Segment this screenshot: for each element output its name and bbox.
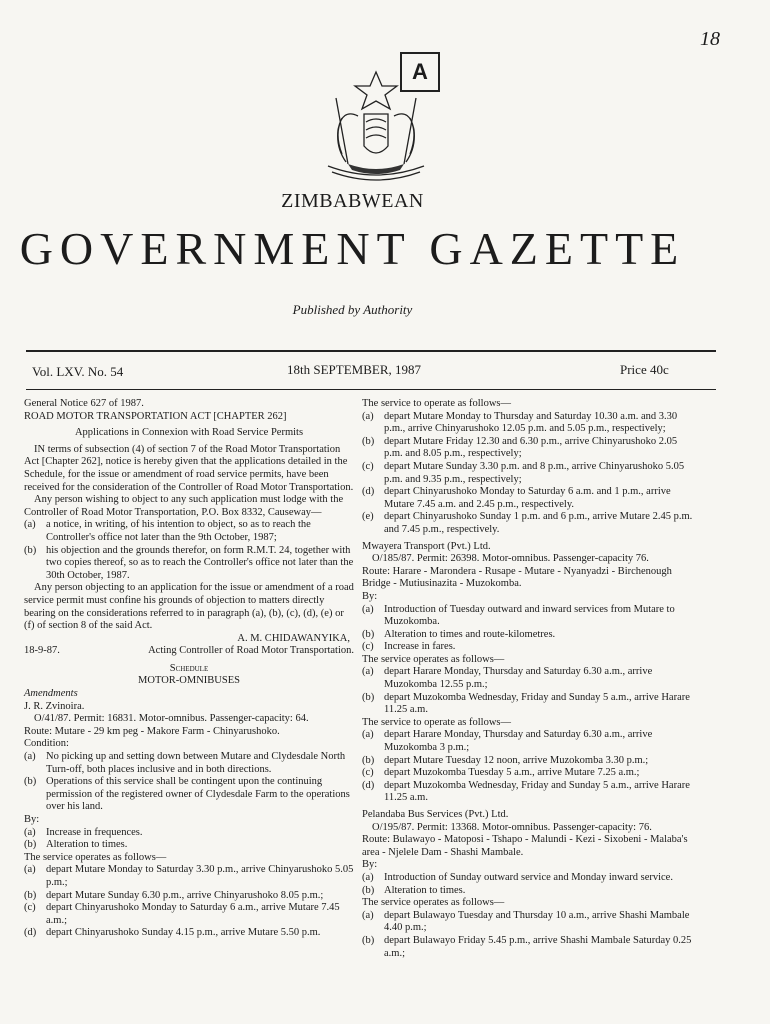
list-item-label: (a) [24,519,36,531]
list-item [362,486,697,511]
list-item-label: (a) [362,410,374,422]
list-item [362,692,697,717]
list-item-label: (b) [362,435,375,447]
paragraph: IN terms of subsection (4) of section 7 of the Road Motor Transportation Act [Chapter 262], notice is hereby given that the applications detailed in the Schedule, for the issue or amendment of road service permits, have been received for the consideration of the Controller of Road Motor Transportation. [24,443,354,493]
list [24,751,354,814]
signatory-name: A. M. CHIDAWANYIKA, [237,632,350,644]
list-item-label: (b) [24,776,37,788]
list [24,519,354,582]
route-line: Route: Mutare - 29 km peg - Makore Farm - Chinyarushoko. [24,725,280,737]
list-item [24,545,354,583]
list-item-label: (c) [362,641,374,653]
list [362,729,697,805]
list [362,666,697,716]
list-item [24,519,354,544]
operator-name: Mwayera Transport (Pvt.) Ltd. [362,540,491,552]
schedule-heading: Schedule [169,662,209,674]
schedule-subheading: MOTOR-OMNIBUSES [138,675,240,687]
list [362,872,697,897]
list-item-label: (a) [24,826,36,838]
list-item [362,767,697,780]
issue-date: 18th SEPTEMBER, 1987 [287,362,421,377]
signatory-title: Acting Controller of Road Motor Transportation. [148,645,354,657]
coat-of-arms-icon [286,68,466,188]
list-item-label: (b) [362,628,375,640]
list-item-label: (a) [362,603,374,615]
list-item-text: depart Mutare Sunday 3.30 p.m. and 8 p.m., arrive Chinyarushoko 5.05 p.m. and 9.35 p.m., respectively; [384,460,685,485]
list-item-label: (b) [24,544,37,556]
list-item [362,755,697,768]
list-item-label: (a) [362,909,374,921]
list-item [362,461,697,486]
list-item-label: (b) [362,884,375,896]
list-item-text: depart Muzokomba Wednesday, Friday and Sunday 5 a.m., arrive Harare 11.25 a.m. [384,691,690,716]
list-item-label: (a) [362,871,374,883]
left-column [24,398,354,940]
by-label: By: [362,859,378,871]
list-item [24,827,354,840]
list-item [362,666,697,691]
signature-line [24,645,354,658]
list [362,604,697,654]
list-item-text: a notice, in writing, of his intention to object, so as to reach the Controller's office not later than the 9th October, 1987; [46,519,311,543]
list-item-label: (c) [362,460,374,472]
list-item-text: Increase in fares. [384,641,456,653]
list-item-text: depart Harare Monday, Thursday and Saturday 6.30 a.m., arrive Muzokomba 3 p.m.; [384,729,653,754]
list-item-text: depart Mutare Monday to Thursday and Saturday 10.30 a.m. and 3.30 p.m., arrive Chinyarushoko 12.05 p.m. and 5.05 p.m., respectively; [384,410,678,435]
list-item [362,604,697,629]
operates-label: The service to operate as follows— [362,398,511,409]
masthead-country: ZIMBABWEAN [281,190,424,212]
list-item-text: Introduction of Sunday outward service and Monday inward service. [384,871,673,883]
list-item-label: (b) [362,934,375,946]
published-by-authority: Published by Authority [292,302,413,317]
list-item-label: (e) [362,511,374,523]
list-item [24,839,354,852]
operator-name: J. R. Zvinoira. [24,700,85,712]
list-item [24,864,354,889]
operates-label: The service operates as follows— [362,653,505,665]
masthead-title: GOVERNMENT GAZETTE [19,223,686,274]
list-item-text: depart Mutare Tuesday 12 noon, arrive Muzokomba 3.30 p.m.; [384,754,649,766]
list-item [362,872,697,885]
list [24,864,354,940]
list-item-label: (a) [362,729,374,741]
list-item-text: Introduction of Tuesday outward and inward services from Mutare to Muzokomba. [384,603,675,628]
list-item [362,436,697,461]
list-item [362,729,697,754]
operates-label: The service operates as follows— [24,851,167,863]
list-item-label: (c) [362,767,374,779]
list-item [362,411,697,436]
list-item-text: Alteration to times. [46,839,128,851]
header-rule-top [26,350,716,352]
list-item-text: his objection and the grounds therefor, on form R.M.T. 24, together with two copies thereof, so as to reach the Controller's office not later than the 30th October, 1987. [46,544,354,581]
route-line: Route: Harare - Marondera - Rusape - Mutare - Nyanyadzi - Birchenough Bridge - Mutiusinazita - Muzokomba. [362,565,672,590]
list-item-label: (c) [24,902,36,914]
amendments-heading: Amendments [24,688,78,700]
list-item-text: depart Bulawayo Friday 5.45 p.m., arrive Shashi Mambale Saturday 0.25 a.m.; [384,934,692,959]
list-item-text: depart Muzokomba Wednesday, Friday and Sunday 5 a.m., arrive Harare 11.25 a.m. [384,779,690,804]
list [24,827,354,852]
list-item [362,935,697,960]
list-item [362,780,697,805]
list-item-label: (b) [24,839,37,851]
list-item [362,629,697,642]
list-item-text: depart Chinyarushoko Monday to Saturday 6 a.m. and 1 p.m., arrive Mutare 7.45 a.m. and 2.45 p.m., respectively. [384,486,671,510]
list-item-text: depart Muzokomba Tuesday 5 a.m., arrive Mutare 7.25 a.m.; [384,767,640,779]
list-item-text: Increase in frequences. [46,826,143,838]
notice-heading: Applications in Connexion with Road Service Permits [74,427,304,439]
list-item-label: (d) [362,486,375,498]
list-item-label: (b) [362,754,375,766]
list-item [24,927,354,940]
list-item-text: Alteration to times and route-kilometres. [384,628,556,640]
list-item-text: depart Mutare Sunday 6.30 p.m., arrive Chinyarushoko 8.05 p.m.; [46,889,324,901]
permit-line: O/185/87. Permit: 26398. Motor-omnibus. Passenger-capacity 76. [372,553,649,565]
list-item-text: depart Mutare Friday 12.30 and 6.30 p.m., arrive Chinyarushoko 2.05 p.m. and 8.05 p.m., respectively; [384,435,678,460]
list [362,411,697,537]
permit-line: O/41/87. Permit: 16831. Motor-omnibus. Passenger-capacity: 64. [34,713,309,725]
route-line: Route: Bulawayo - Matoposi - Tshapo - Malundi - Kezi - Sixobeni - Malaba's area - Njelele Dam - Shashi Mambale. [362,834,688,858]
list-item [362,910,697,935]
condition-label: Condition: [24,738,69,750]
list-item-label: (d) [362,779,375,791]
list-item [362,885,697,898]
by-label: By: [24,814,40,825]
stamp-label: A [400,52,440,92]
by-label: By: [362,590,378,602]
list-item-text: No picking up and setting down between Mutare and Clydesdale North Turn-off, both places inclusive and in both directions. [46,751,346,775]
list-item-label: (d) [24,927,37,939]
notice-number: General Notice 627 of 1987. [24,398,144,409]
list-item [24,776,354,814]
operates-label: The service to operate as follows— [362,716,511,728]
list-item-text: depart Chinyarushoko Sunday 4.15 p.m., arrive Mutare 5.50 p.m. [46,927,321,939]
list-item-text: depart Mutare Monday to Saturday 3.30 p.m., arrive Chinyarushoko 5.05 p.m.; [46,864,354,888]
list-item-text: Alteration to times. [384,884,466,896]
paragraph: Any person wishing to object to any such application must lodge with the Controller of Road Motor Transportation, P.O. Box 8332, Causeway— [24,494,344,518]
list-item-label: (b) [362,691,375,703]
right-column [362,398,697,960]
list-item [362,641,697,654]
list-item [24,902,354,927]
volume-number: Vol. LXV. No. 54 [32,364,124,379]
price: Price 40c [620,362,669,377]
list-item-text: depart Bulawayo Tuesday and Thursday 10 a.m., arrive Shashi Mambale 4.40 p.m.; [384,909,690,934]
operates-label: The service operates as follows— [362,897,505,909]
list-item [24,751,354,776]
list-item-text: Operations of this service shall be contingent upon the continuing permission of the registered owner of Clydesdale Farm to the operations over his land. [46,776,350,813]
list-item-text: depart Chinyarushoko Monday to Saturday 6 a.m., arrive Mutare 7.45 a.m.; [46,902,340,926]
paragraph: Any person objecting to an application for the issue or amendment of a road service permit must confine his grounds of objection to matters directly bearing on the considerations referred to in paragraph (a), (b), (c), (d), (e) or (f) of section 8 of the said Act. [24,582,354,632]
operator-name: Pelandaba Bus Services (Pvt.) Ltd. [362,809,509,820]
list-item [362,511,697,536]
act-title: ROAD MOTOR TRANSPORTATION ACT [CHAPTER 262] [24,410,287,422]
list-item-label: (a) [24,864,36,876]
list-item-label: (a) [24,751,36,763]
header-rule-bottom [26,389,716,390]
permit-line: O/195/87. Permit: 13368. Motor-omnibus. Passenger-capacity: 76. [372,821,652,833]
list-item-label: (b) [24,889,37,901]
page-number: 18 [700,28,720,50]
list-item-text: depart Harare Monday, Thursday and Saturday 6.30 a.m., arrive Muzokomba 12.55 p.m.; [384,666,653,691]
signature-date: 18-9-87. [24,645,60,657]
list-item-label: (a) [362,666,374,678]
list-item-text: depart Chinyarushoko Sunday 1 p.m. and 6 p.m., arrive Mutare 2.45 p.m. and 7.45 p.m., respectively. [384,511,693,535]
list-item [24,890,354,903]
list [362,910,697,960]
